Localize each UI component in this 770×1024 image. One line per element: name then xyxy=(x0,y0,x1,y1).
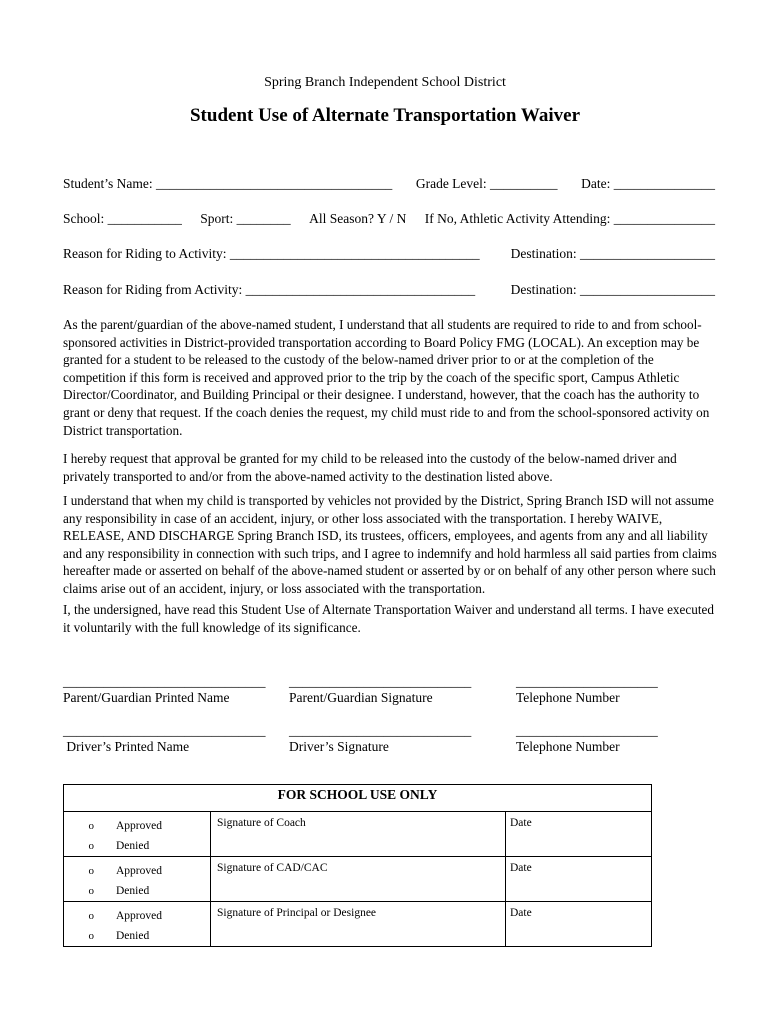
signature-line: _____________________ xyxy=(516,723,658,738)
school-use-table xyxy=(63,784,652,947)
parent-signature-block[interactable] xyxy=(289,676,471,706)
all-season-field[interactable]: All Season? Y / N xyxy=(309,211,407,226)
approval-status-cell xyxy=(64,857,211,902)
denied-option[interactable] xyxy=(64,881,210,901)
approved-option[interactable] xyxy=(64,906,210,926)
signature-line: ___________________________ xyxy=(289,723,472,738)
destination-to-field[interactable]: Destination: ____________________ xyxy=(510,246,715,261)
denied-label: Denied xyxy=(116,885,150,897)
signature-line: ______________________________ xyxy=(63,723,266,738)
school-field[interactable]: School: ___________ xyxy=(63,211,182,226)
denied-label: Denied xyxy=(116,840,150,852)
activity-attending-field[interactable]: If No, Athletic Activity Attending: _______________ xyxy=(424,211,715,226)
approved-label: Approved xyxy=(116,910,162,922)
form-title: Student Use of Alternate Transportation Waiver xyxy=(189,105,581,126)
driver-signature-label: Driver’s Signature xyxy=(289,739,389,754)
student-name-field[interactable]: Student’s Name: ___________________________________ xyxy=(63,176,393,191)
parent-telephone-block[interactable] xyxy=(516,676,658,706)
approved-label: Approved xyxy=(116,865,162,877)
parent-signature-label: Parent/Guardian Signature xyxy=(289,690,433,705)
request-paragraph: I hereby request that approval be granted for my child to be released into the custody of the below-named driver and privately transported to and/or from the above-named activity to the destination listed above. xyxy=(63,451,677,484)
driver-signature-block[interactable] xyxy=(289,725,471,755)
denied-option[interactable] xyxy=(64,926,210,946)
sport-field[interactable]: Sport: ________ xyxy=(200,211,291,226)
principal-date-cell[interactable]: Date xyxy=(506,902,652,947)
denied-label: Denied xyxy=(116,930,150,942)
signature-line: ______________________________ xyxy=(63,674,266,689)
driver-telephone-label: Telephone Number xyxy=(516,739,620,754)
liability-paragraph: I understand that when my child is transported by vehicles not provided by the District, Spring Branch ISD will not assume any responsibility in case of an accident, injury, or other loss associated with the transportation. I hereby WAIVE, RELEASE, AND DISCHARGE Spring Branch ISD, its trustees, officers, employees, and agents from any and all liability and any responsibility in connection with such trips, and I agree to indemnify and hold harmless all said parties from claims hereafter made or asserted on behalf of the above-named student or asserted by or on behalf of any other person where such claims arise out of an accident, injury, or loss associated with the transportation. xyxy=(63,493,717,596)
date-field[interactable]: Date: _______________ xyxy=(581,176,715,191)
school-use-heading: FOR SCHOOL USE ONLY xyxy=(64,785,652,812)
reason-to-field[interactable]: Reason for Riding to Activity: _____________________________________ xyxy=(63,246,480,261)
cad-signature-cell[interactable]: Signature of CAD/CAC xyxy=(211,857,506,902)
radio-circle-icon[interactable]: o xyxy=(88,865,94,877)
destination-from-field[interactable]: Destination: ____________________ xyxy=(510,282,715,297)
reason-from-field[interactable]: Reason for Riding from Activity: __________________________________ xyxy=(63,282,476,297)
cad-date-cell[interactable]: Date xyxy=(506,857,652,902)
driver-printed-name-block[interactable] xyxy=(63,725,266,755)
policy-paragraph: As the parent/guardian of the above-named student, I understand that all students are required to ride to and from school-sponsored activities in District-provided transportation according to Board Policy FMG (LOCAL). An exception may be granted for a student to be released to the custody of the below-named driver prior to or at the completion of the competition if this form is received and approved prior to the trip by the coach of the specific sport, Campus Athletic Director/Coordinator, and Building Principal or their designee. I understand, however, that the coach has the authority to grant or deny that request. If the coach denies the request, my child must ride to and from the school-sponsored activity on District transportation. xyxy=(63,317,710,438)
radio-circle-icon[interactable]: o xyxy=(88,930,94,942)
riding-from-line xyxy=(63,282,715,298)
signature-line: ___________________________ xyxy=(289,674,472,689)
principal-signature-cell[interactable]: Signature of Principal or Designee xyxy=(211,902,506,947)
parent-printed-name-block[interactable] xyxy=(63,676,266,706)
radio-circle-icon[interactable]: o xyxy=(88,840,94,852)
student-info-line xyxy=(63,176,715,192)
radio-circle-icon[interactable]: o xyxy=(88,910,94,922)
school-info-line xyxy=(63,211,715,227)
coach-date-cell[interactable]: Date xyxy=(506,812,652,857)
approval-status-cell xyxy=(64,812,211,857)
coach-signature-cell[interactable]: Signature of Coach xyxy=(211,812,506,857)
approved-label: Approved xyxy=(116,820,162,832)
approved-option[interactable] xyxy=(64,816,210,836)
driver-printed-name-label: Driver’s Printed Name xyxy=(63,739,190,754)
table-row xyxy=(64,857,652,902)
radio-circle-icon[interactable]: o xyxy=(88,820,94,832)
table-row xyxy=(64,812,652,857)
approved-option[interactable] xyxy=(64,861,210,881)
radio-circle-icon[interactable]: o xyxy=(88,885,94,897)
driver-telephone-block[interactable] xyxy=(516,725,658,755)
parent-telephone-label: Telephone Number xyxy=(516,690,620,705)
signature-line: _____________________ xyxy=(516,674,658,689)
acknowledgement-paragraph: I, the undersigned, have read this Student Use of Alternate Transportation Waiver and understand all terms. I have executed it voluntarily with the full knowledge of its significance. xyxy=(63,602,714,635)
grade-level-field[interactable]: Grade Level: __________ xyxy=(415,176,558,191)
district-name: Spring Branch Independent School District xyxy=(264,75,506,90)
approval-status-cell xyxy=(64,902,211,947)
table-row xyxy=(64,902,652,947)
parent-printed-name-label: Parent/Guardian Printed Name xyxy=(63,690,230,705)
riding-to-line xyxy=(63,246,715,262)
denied-option[interactable] xyxy=(64,836,210,856)
